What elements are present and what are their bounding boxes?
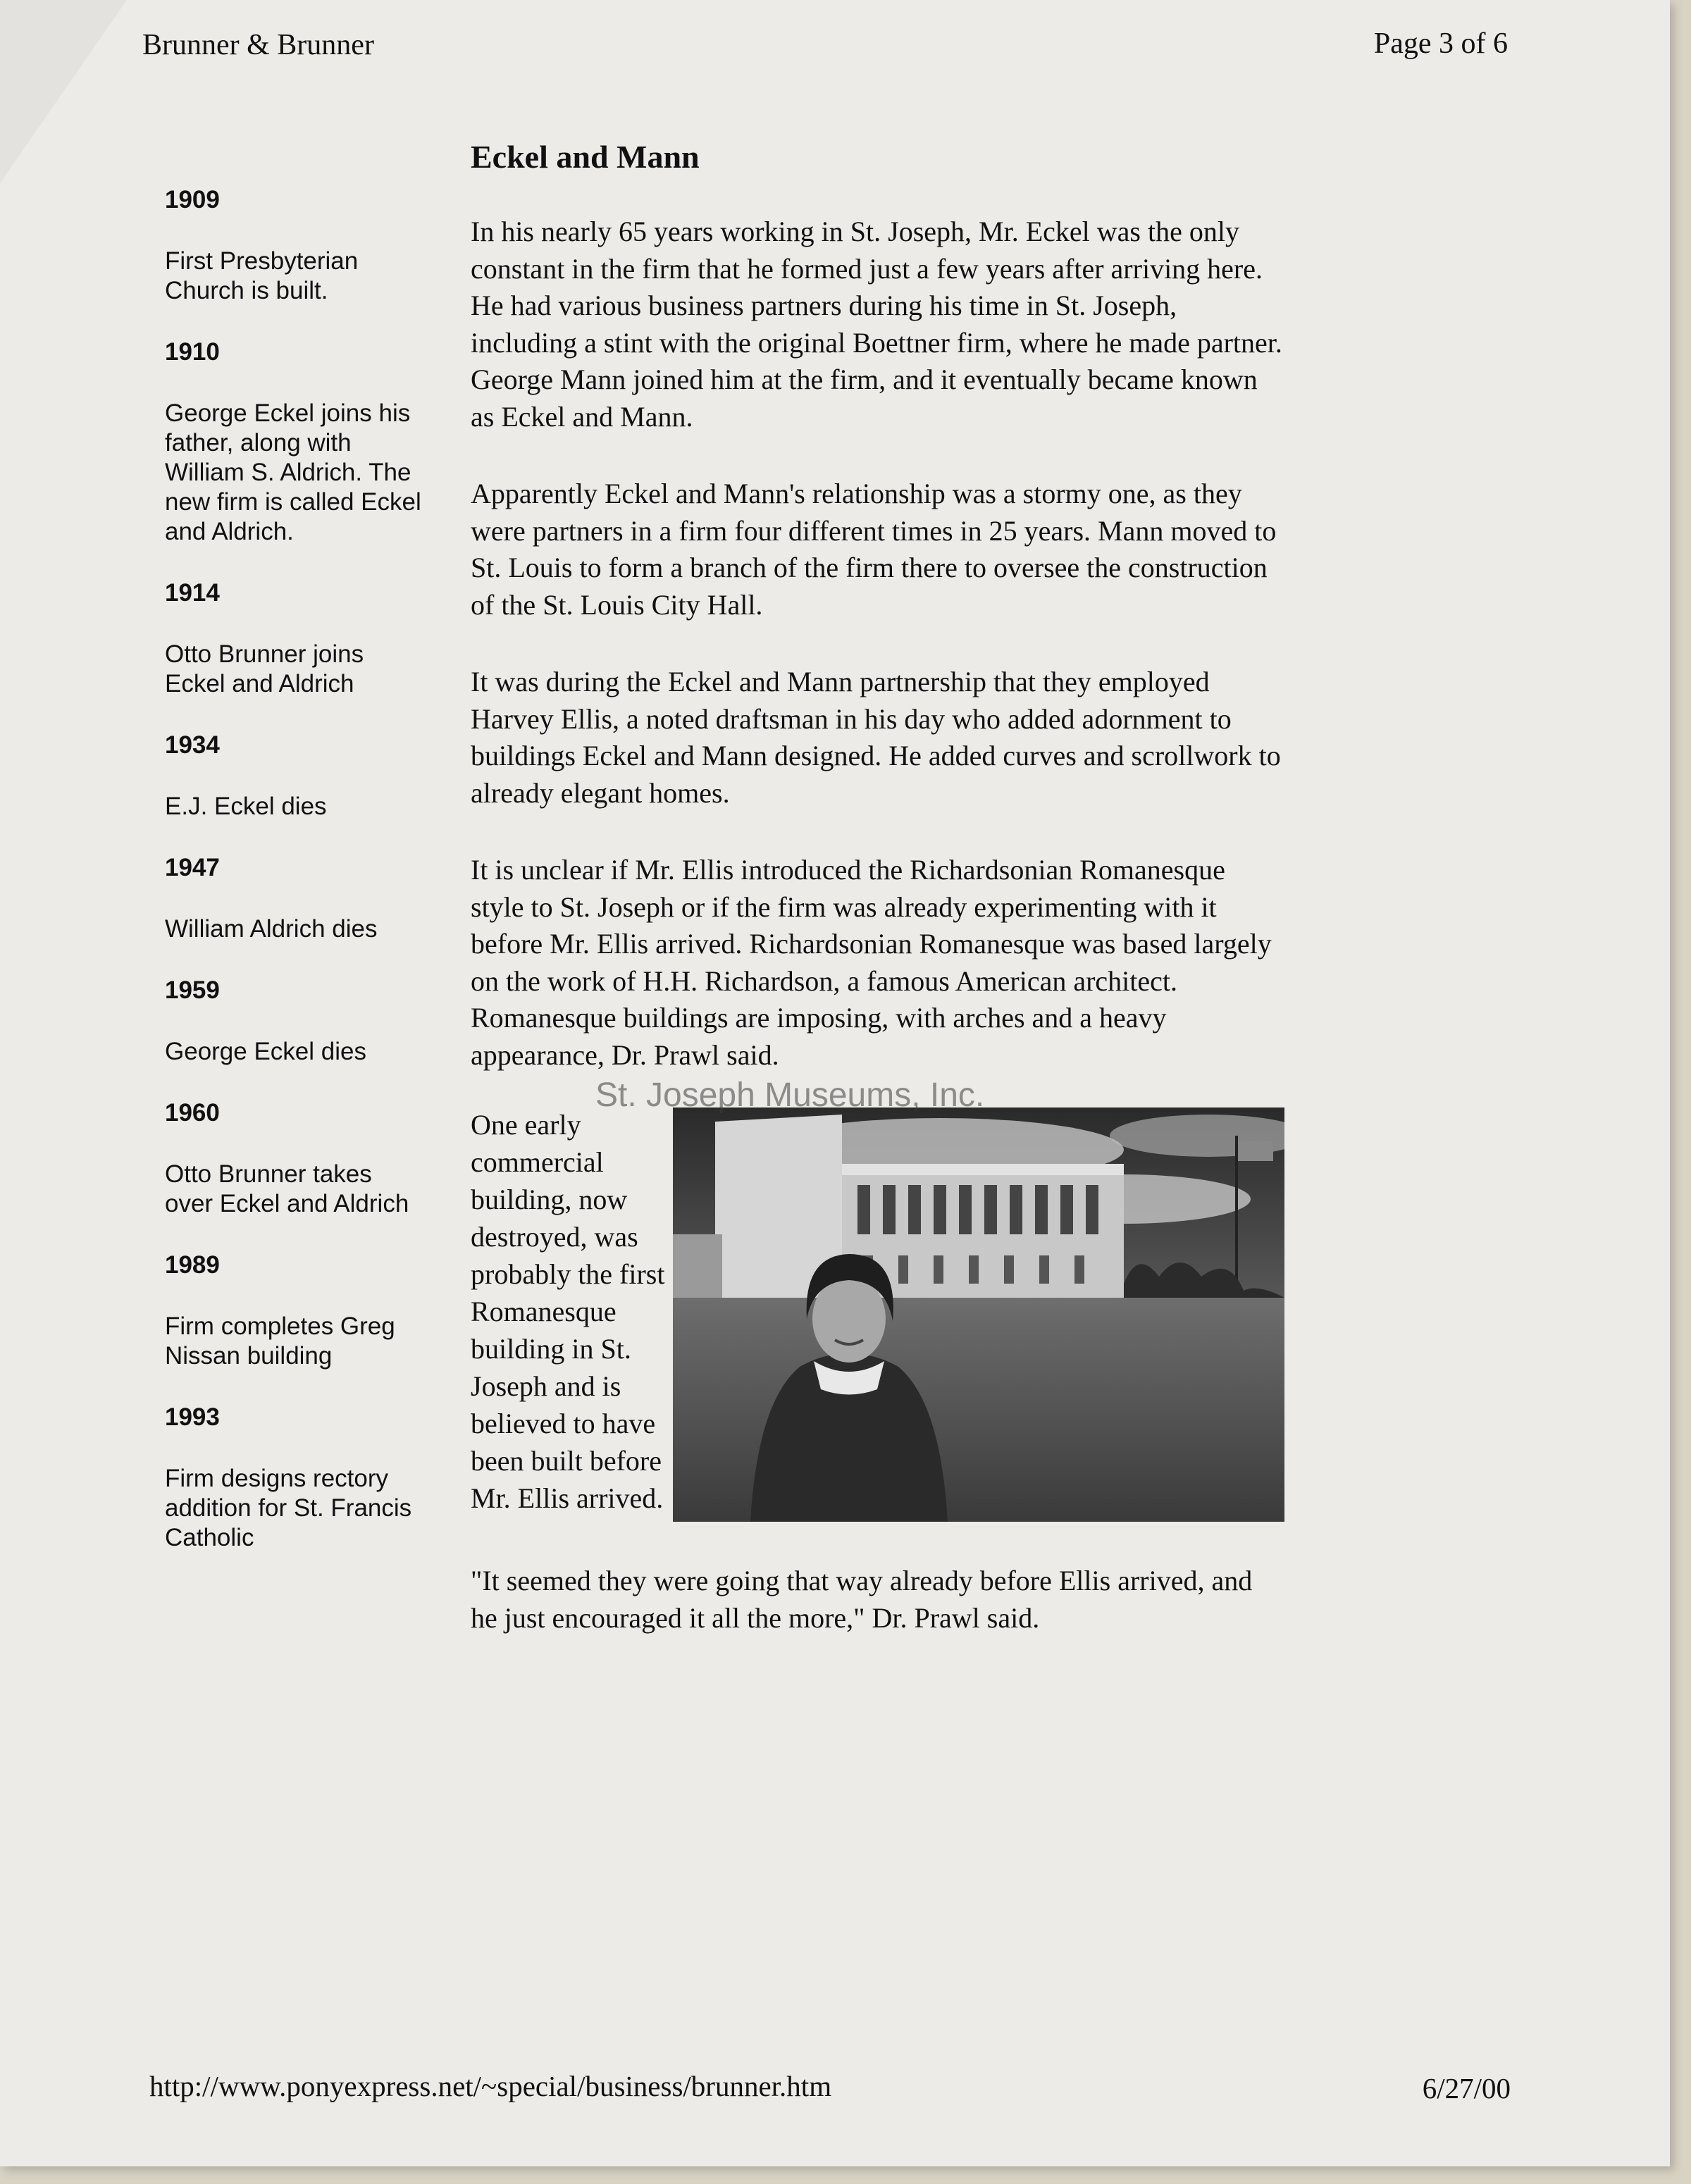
- timeline-year: 1910: [165, 338, 220, 366]
- timeline-event: George Eckel joins his father, along with William S. Aldrich. The new firm is called Eckel and Aldrich.: [165, 399, 421, 545]
- timeline-year: 1909: [165, 186, 220, 213]
- quote-paragraph: "It seemed they were going that way already before Ellis arrived, and he just encouraged it all the more," Dr. Prawl said.: [471, 1565, 1253, 1634]
- timeline-event: Firm designs rectory addition for St. Francis Catholic: [165, 1465, 412, 1551]
- article-title: Eckel and Mann: [471, 139, 700, 175]
- article-paragraph: In his nearly 65 years working in St. Joseph, Mr. Eckel was the only constant in the firm that he formed just a few years after arriving here. He had various business partners during his time in St. Joseph, including a stint with the original Boettner firm, where he made partner. George Mann joined him at the firm, and it eventually became known as Eckel and Mann.: [471, 216, 1282, 433]
- page-number: Page 3 of 6: [1373, 27, 1508, 60]
- timeline-year: 1960: [165, 1099, 220, 1127]
- page-fold: [0, 0, 127, 183]
- article-paragraph: It was during the Eckel and Mann partnership that they employed Harvey Ellis, a noted draftsman in his day who added adornment to buildings Eckel and Mann designed. He added curves and scrollwork to already elegant homes.: [471, 666, 1281, 809]
- article-body: [471, 138, 1284, 1677]
- article-paragraph: Apparently Eckel and Mann's relationship was a stormy one, as they were partners in a firm four different times in 25 years. Mann moved to St. Louis to form a branch of the firm there to oversee the construction of the St. Louis City Hall.: [471, 478, 1277, 621]
- timeline-event: First Presbyterian Church is built.: [165, 247, 359, 304]
- article-photo: [673, 1107, 1284, 1522]
- photo-with-text: [471, 1106, 1284, 1522]
- footer-url: http://www.ponyexpress.net/~special/business/brunner.htm: [149, 2070, 832, 2102]
- watermark: St. Joseph Museums, Inc.: [595, 1077, 985, 1114]
- wrap-paragraph: One early commercial building, now destroyed, was probably the first Romanesque building in St. Joseph and is believed to have been built before Mr. Ellis arrived.: [471, 1109, 665, 1514]
- timeline-year: 1914: [165, 579, 220, 607]
- timeline-event: William Aldrich dies: [165, 915, 378, 943]
- timeline-event: Otto Brunner joins Eckel and Aldrich: [165, 640, 364, 697]
- timeline-year: 1934: [165, 731, 220, 759]
- timeline-event: Otto Brunner takes over Eckel and Aldrich: [165, 1160, 409, 1217]
- footer-date: 6/27/00: [1422, 2072, 1511, 2104]
- timeline-sidebar: [165, 186, 426, 1585]
- timeline-year: 1989: [165, 1251, 220, 1279]
- timeline-event: George Eckel dies: [165, 1038, 366, 1065]
- timeline-event: E.J. Eckel dies: [165, 793, 327, 820]
- article-paragraph: It is unclear if Mr. Ellis introduced the Richardsonian Romanesque style to St. Joseph or if the firm was already experimenting with it before Mr. Ellis arrived. Richardsonian Romanesque was based largely on the work of H.H. Richardson, a famous American architect. Romanesque buildings are imposing, with arches and a heavy appearance, Dr. Prawl said.: [471, 854, 1272, 1071]
- header-title: Brunner & Brunner: [142, 29, 374, 61]
- timeline-year: 1993: [165, 1403, 220, 1431]
- photo-illustration: [673, 1107, 1284, 1522]
- timeline-year: 1947: [165, 854, 220, 881]
- timeline-event: Firm completes Greg Nissan building: [165, 1313, 395, 1370]
- timeline-year: 1959: [165, 976, 220, 1004]
